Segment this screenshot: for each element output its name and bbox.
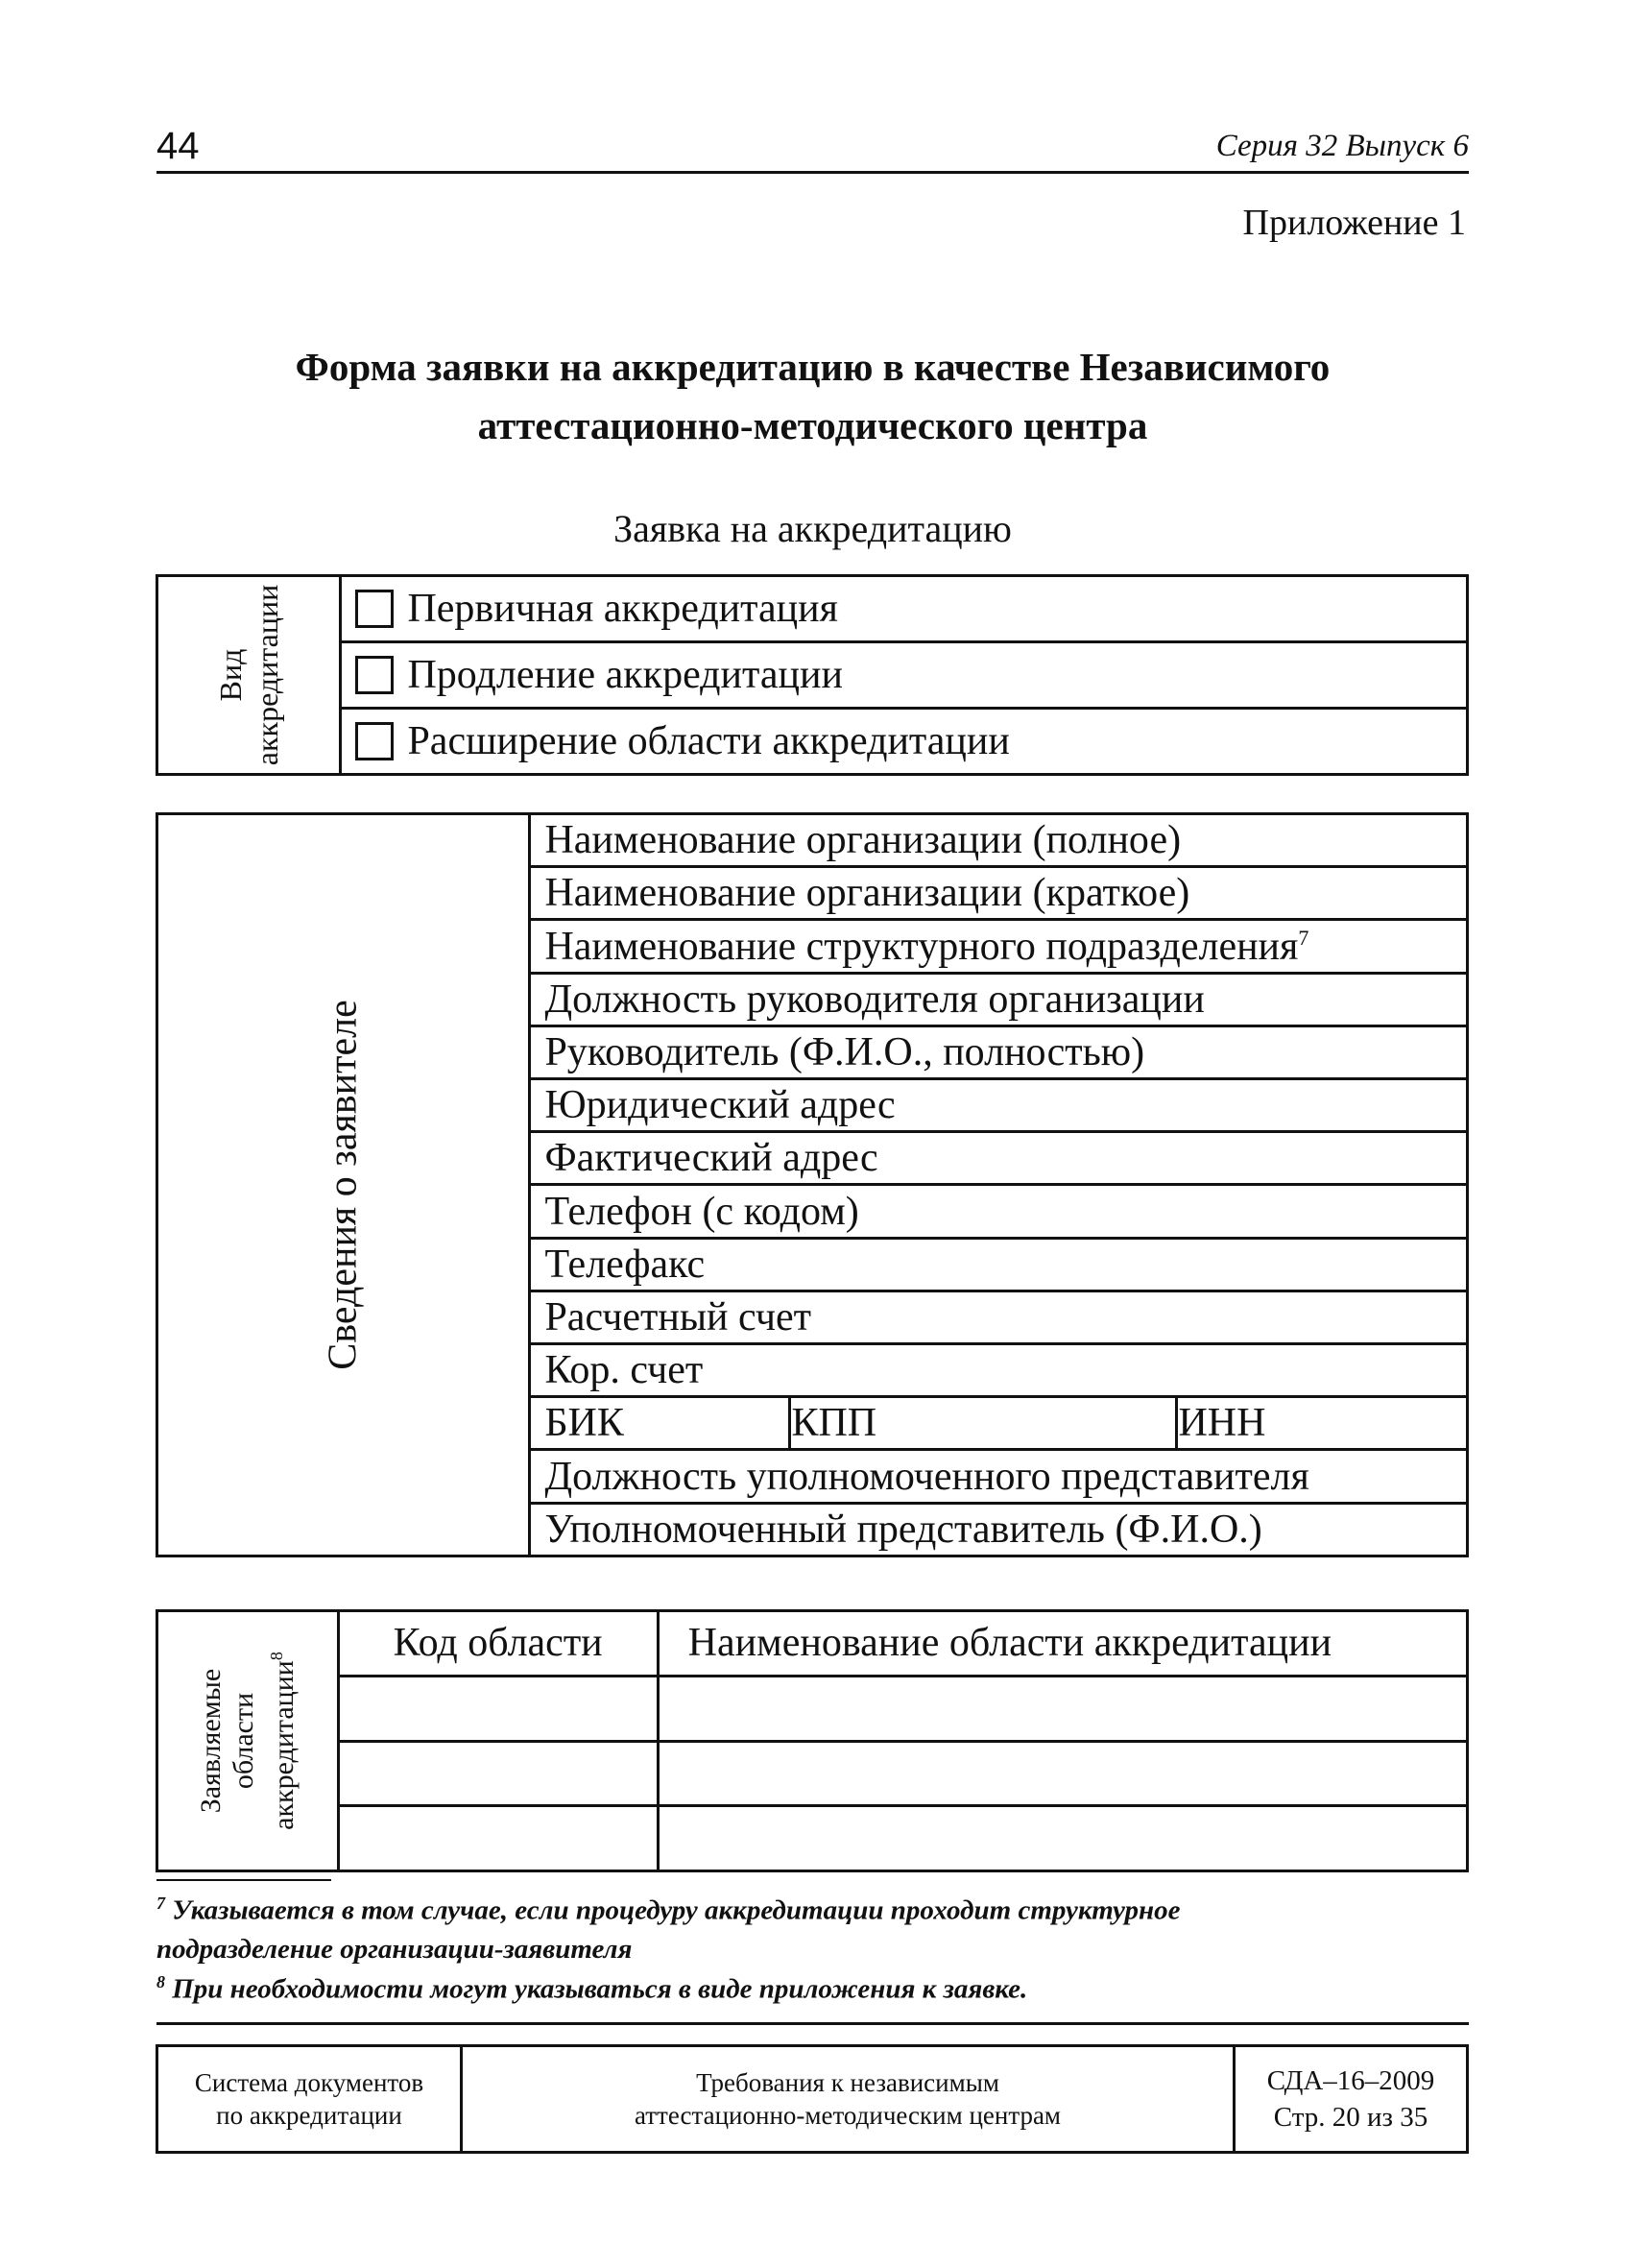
checkbox-expansion[interactable] — [355, 722, 394, 760]
footnote-rule — [156, 1879, 331, 1881]
bik-label: БИК — [544, 1401, 624, 1446]
field-label: Юридический адрес — [544, 1083, 896, 1128]
field-label: Наименование организации (полное) — [544, 818, 1182, 863]
field-row[interactable] — [530, 1238, 1468, 1291]
footnote-7-line2: подразделение организации-заявителя — [156, 1933, 633, 1965]
field-row[interactable] — [530, 814, 1468, 867]
field-row[interactable] — [530, 1079, 1468, 1132]
footer-table — [156, 2044, 1469, 2154]
footer-right — [1235, 2046, 1468, 2153]
bik-cell[interactable] — [530, 1397, 790, 1450]
field-row[interactable] — [530, 1132, 1468, 1185]
inn-label: ИНН — [1178, 1401, 1266, 1446]
field-label: Наименование организации (краткое) — [544, 871, 1190, 916]
accreditation-type-table — [156, 574, 1469, 776]
option-primary-label: Первичная аккредитация — [407, 587, 838, 631]
page-of: Стр. 20 из 35 — [1273, 2102, 1428, 2133]
field-row[interactable] — [530, 1291, 1468, 1343]
footer-left — [157, 2046, 462, 2153]
footnote-7 — [156, 1884, 1472, 1968]
area-name-cell[interactable] — [658, 1676, 1467, 1741]
applicant-info-table — [156, 812, 1469, 1557]
col-header-name: Наименование области аккредитации — [658, 1611, 1467, 1677]
applicant-side-label-text: Сведения о заявителе — [321, 1000, 366, 1370]
footnote-mark-8: 8 — [266, 1652, 286, 1661]
field-label: Телефакс — [544, 1242, 706, 1287]
field-row[interactable] — [530, 1503, 1468, 1556]
footer-left-line1: Система документов — [194, 2068, 424, 2097]
field-label: Руководитель (Ф.И.О., полностью) — [544, 1029, 1145, 1074]
side-label-line1: Вид — [213, 648, 249, 702]
appendix-label: Приложение 1 — [1242, 203, 1466, 243]
area-code-cell[interactable] — [338, 1676, 658, 1741]
field-row[interactable] — [530, 1450, 1468, 1503]
header-rule — [156, 171, 1469, 174]
field-row[interactable] — [530, 1025, 1468, 1078]
field-row[interactable] — [530, 1185, 1468, 1238]
accreditation-option-row[interactable] — [341, 642, 1468, 709]
footer-center-line2: аттестационно-методическим центрам — [634, 2101, 1062, 2130]
footnote-8-text: При необходимости могут указываться в виде приложения к заявке. — [172, 1973, 1028, 2005]
footer-left-line2: по аккредитации — [216, 2101, 402, 2130]
checkbox-extension[interactable] — [355, 656, 394, 694]
area-name-cell[interactable] — [658, 1806, 1467, 1871]
doc-code: СДА–16–2009 — [1266, 2065, 1435, 2096]
kpp-label: КПП — [791, 1401, 877, 1446]
series-label: Серия 32 Выпуск 6 — [1215, 129, 1469, 163]
footer-rule — [156, 2022, 1469, 2025]
form-title-line1: Форма заявки на аккредитацию в качестве Независимого — [295, 345, 1331, 389]
page-number: 44 — [156, 125, 200, 167]
footnote-8 — [156, 1963, 1472, 2009]
field-row[interactable] — [530, 1344, 1468, 1397]
footer-center-line1: Требования к независимым — [696, 2068, 999, 2097]
field-label: Фактический адрес — [544, 1136, 878, 1181]
form-title-line2: аттестационно-методического центра — [477, 403, 1148, 447]
applicant-info-side-label — [157, 814, 530, 1556]
side-label-line2: аккредитации — [250, 584, 285, 766]
field-label: Расчетный счет — [544, 1294, 811, 1339]
area-code-cell[interactable] — [338, 1806, 658, 1871]
form-title — [156, 338, 1469, 455]
checkbox-primary[interactable] — [355, 590, 394, 628]
field-label: Должность руководителя организации — [544, 977, 1205, 1022]
footnote-mark-7: 7 — [1298, 925, 1309, 950]
accreditation-option-row[interactable] — [341, 709, 1468, 775]
field-row[interactable] — [530, 920, 1468, 973]
footnote-7-mark: 7 — [156, 1894, 165, 1913]
field-row[interactable] — [530, 867, 1468, 920]
inn-cell[interactable] — [1177, 1397, 1468, 1450]
accreditation-type-side-label — [157, 576, 341, 775]
field-label: Кор. счет — [544, 1348, 704, 1393]
area-code-cell[interactable] — [338, 1741, 658, 1806]
areas-side-label — [157, 1611, 339, 1871]
footnote-8-mark: 8 — [156, 1972, 165, 1991]
field-label: Наименование структурного подразделения — [544, 924, 1299, 969]
field-row[interactable] — [530, 973, 1468, 1025]
footer-center — [462, 2046, 1235, 2153]
field-label: Телефон (с кодом) — [544, 1189, 859, 1234]
areas-label-line2: области — [227, 1692, 259, 1790]
option-extension-label: Продление аккредитации — [407, 653, 843, 697]
areas-table — [156, 1609, 1469, 1872]
accreditation-option-row[interactable] — [341, 576, 1468, 642]
field-label: Уполномоченный представитель (Ф.И.О.) — [544, 1507, 1262, 1552]
area-name-cell[interactable] — [658, 1741, 1467, 1806]
kpp-cell[interactable] — [790, 1397, 1177, 1450]
areas-label-line3: аккредитации — [267, 1660, 300, 1830]
field-label: Должность уполномоченного представителя — [544, 1454, 1309, 1499]
footnote-7-line1: Указывается в том случае, если процедуру аккредитации проходит структурное — [172, 1894, 1181, 1926]
areas-label-line1: Заявляемые — [194, 1668, 227, 1814]
col-header-code: Код области — [338, 1611, 658, 1677]
form-subtitle: Заявка на аккредитацию — [613, 507, 1012, 550]
option-expansion-label: Расширение области аккредитации — [407, 719, 1010, 763]
